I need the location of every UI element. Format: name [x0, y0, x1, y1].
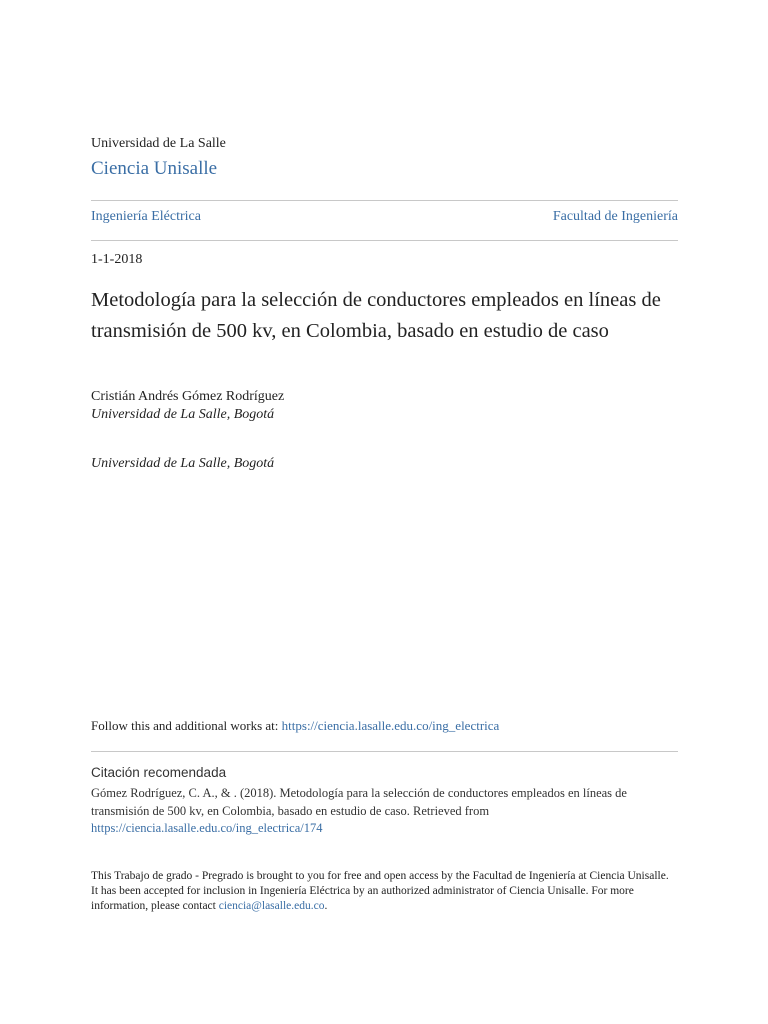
divider-nav — [91, 240, 678, 241]
document-title: Metodología para la selección de conductores empleados en líneas de transmisión de 500 kv, en Colombia, basado en estudio de caso — [91, 289, 661, 342]
faculty-link[interactable]: Facultad de Ingeniería — [552, 209, 678, 224]
institution-name: Universidad de La Salle — [91, 136, 226, 151]
author-affiliation: Universidad de La Salle, Bogotá — [91, 407, 275, 422]
follow-link[interactable]: https://ciencia.lasalle.edu.co/ing_electrica — [281, 718, 500, 733]
collection-nav — [91, 209, 678, 225]
repository-link[interactable]: Ciencia Unisalle — [91, 158, 218, 179]
author-name: Cristián Andrés Gómez Rodríguez — [91, 389, 285, 404]
divider-follow — [91, 751, 678, 752]
divider-top — [91, 200, 678, 201]
affiliation-secondary: Universidad de La Salle, Bogotá — [91, 456, 275, 471]
citation-text: Gómez Rodríguez, C. A., & . (2018). Metodología para la selección de conductores empleados en líneas de transmisión de 500 kv, en Colombia, basado en estudio de caso. Retrieved from — [91, 786, 627, 818]
citation-block — [91, 785, 678, 838]
access-notice-end: . — [324, 900, 328, 912]
access-notice-text: This Trabajo de grado - Pregrado is brought to you for free and open access by the Facultad de Ingeniería at Ciencia Unisalle. It has been accepted for inclusion in Ingeniería Eléctrica by an authorized administrator of Ciencia Unisalle. For more information, please contact — [91, 870, 669, 912]
citation-link[interactable]: https://ciencia.lasalle.edu.co/ing_electrica/174 — [91, 821, 323, 835]
access-notice — [91, 869, 678, 914]
contact-email-link[interactable]: ciencia@lasalle.edu.co — [218, 900, 325, 912]
publication-date: 1-1-2018 — [91, 252, 143, 267]
collection-link[interactable]: Ingeniería Eléctrica — [91, 209, 201, 224]
follow-line — [91, 718, 499, 734]
follow-text: Follow this and additional works at: — [91, 718, 282, 733]
citation-heading: Citación recomendada — [91, 765, 227, 780]
